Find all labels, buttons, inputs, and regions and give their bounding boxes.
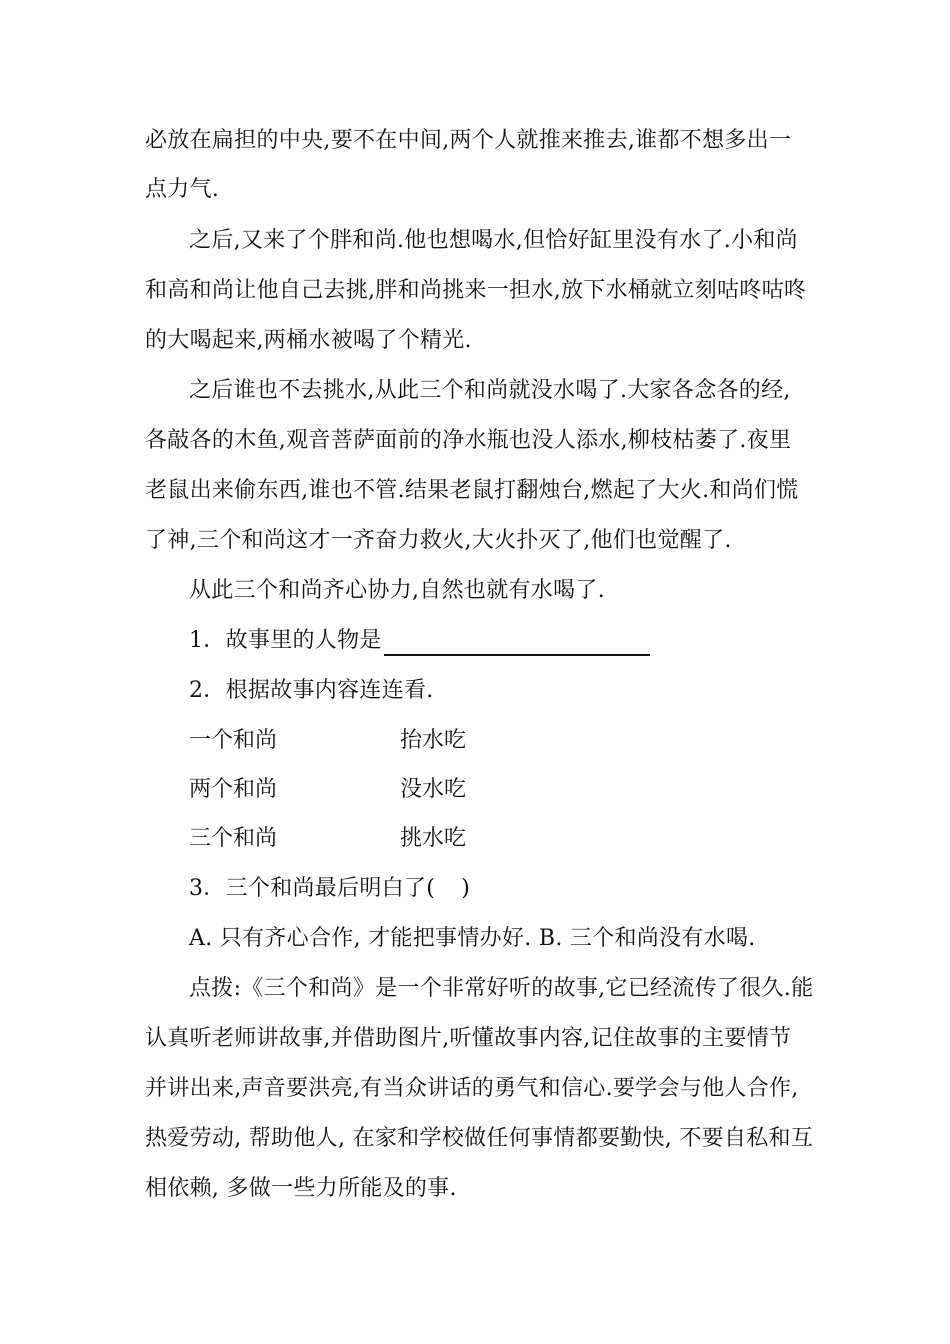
story-paragraph-1-line-1: 必放在扁担的中央,要不在中间,两个人就推来推去,谁都不想多出一 xyxy=(145,128,792,153)
story-paragraph-4-line-1: 从此三个和尚齐心协力,自然也就有水喝了. xyxy=(189,578,605,603)
question-3-options: A. 只有齐心合作, 才能把事情办好. B. 三个和尚没有水喝. xyxy=(189,926,756,951)
story-paragraph-3-line-2: 各敲各的木鱼,观音菩萨面前的净水瓶也没人添水,柳枝枯萎了.夜里 xyxy=(145,428,792,453)
story-paragraph-3-line-4: 了神,三个和尚这才一齐奋力救火,大火扑灭了,他们也觉醒了. xyxy=(145,528,732,553)
story-paragraph-2-line-2: 和高和尚让他自己去挑,胖和尚挑来一担水,放下水桶就立刻咕咚咕咚 xyxy=(145,278,807,303)
match-left-item[interactable]: 三个和尚 xyxy=(189,826,278,851)
match-left-item[interactable]: 一个和尚 xyxy=(189,728,278,753)
question-2: 2．根据故事内容连连看. xyxy=(189,678,434,703)
hint-line-3: 并讲出来,声音要洪亮,有当众讲话的勇气和信心.要学会与他人合作, xyxy=(145,1076,799,1101)
match-left-item[interactable]: 两个和尚 xyxy=(189,777,278,802)
question-1-text: 1．故事里的人物是 xyxy=(189,628,382,653)
question-3-text: 3．三个和尚最后明白了( xyxy=(189,876,436,901)
question-3-close-paren: ) xyxy=(461,876,471,901)
question-1-answer-blank[interactable] xyxy=(384,632,650,656)
question-1 xyxy=(189,626,869,656)
story-paragraph-3-line-1: 之后谁也不去挑水,从此三个和尚就没水喝了.大家各念各的经, xyxy=(189,378,791,403)
story-paragraph-1-line-2: 点力气. xyxy=(145,177,220,202)
match-right-item[interactable]: 没水吃 xyxy=(400,777,467,802)
hint-line-2: 认真听老师讲故事,并借助图片,听懂故事内容,记住故事的主要情节 xyxy=(145,1026,792,1051)
story-paragraph-2-line-3: 的大喝起来,两桶水被喝了个精光. xyxy=(145,328,472,353)
story-paragraph-2-line-1: 之后,又来了个胖和尚.他也想喝水,但恰好缸里没有水了.小和尚 xyxy=(189,228,798,253)
hint-line-1: 点拨:《三个和尚》是一个非常好听的故事,它已经流传了很久.能 xyxy=(189,976,814,1001)
match-right-item[interactable]: 抬水吃 xyxy=(400,728,467,753)
question-3 xyxy=(189,874,869,904)
hint-line-4: 热爱劳动, 帮助他人, 在家和学校做任何事情都要勤快, 不要自私和互 xyxy=(145,1126,814,1151)
match-right-item[interactable]: 挑水吃 xyxy=(400,826,467,851)
hint-line-5: 相依赖, 多做一些力所能及的事. xyxy=(145,1176,457,1201)
story-paragraph-3-line-3: 老鼠出来偷东西,谁也不管.结果老鼠打翻烛台,燃起了大火.和尚们慌 xyxy=(145,478,799,503)
